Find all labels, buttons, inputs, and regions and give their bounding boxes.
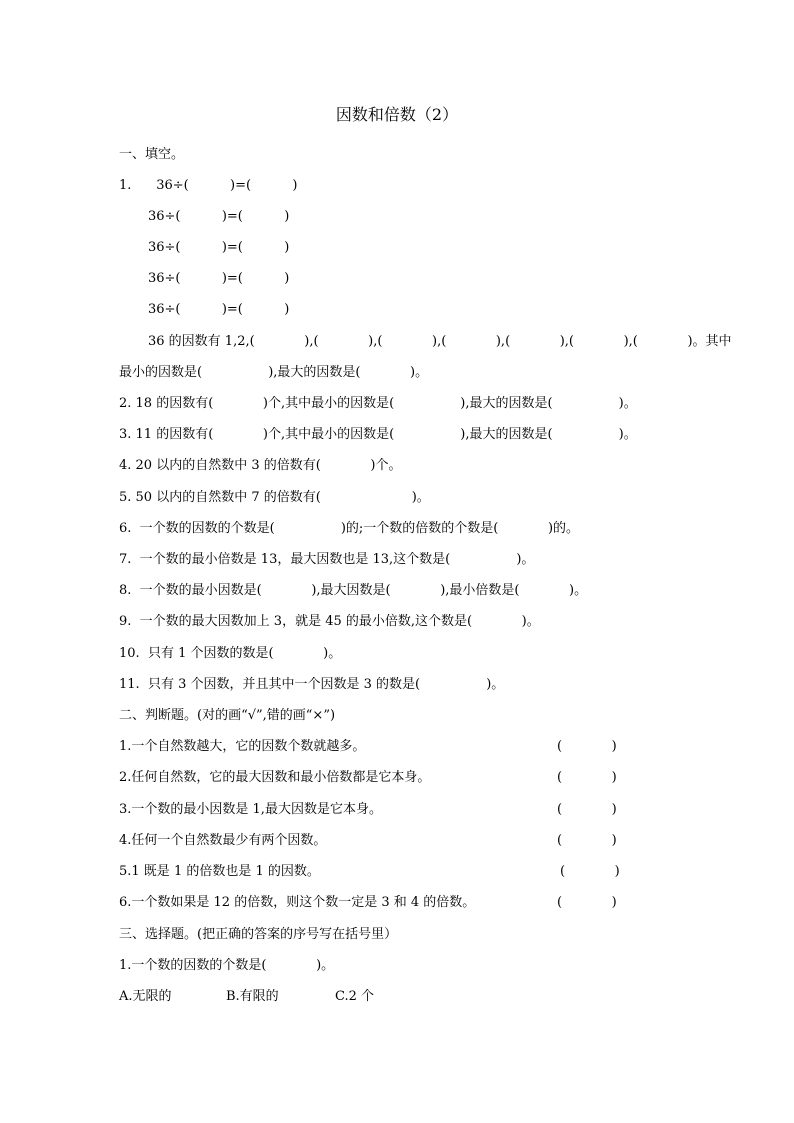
section2-heading: 二、判断题。(对的画“√”,错的画“×”)	[119, 708, 336, 723]
judge-bracket-2: ( )	[557, 770, 617, 785]
judge-bracket-6: ( )	[557, 895, 617, 910]
q6: 6. 一个数的因数的个数是( )的;一个数的倍数的个数是( )的。	[119, 521, 580, 536]
q3: 3. 11 的因数有( )个,其中最小的因数是( ),最大的因数是( )。	[119, 427, 637, 442]
judge-bracket-1: ( )	[557, 739, 617, 754]
q2: 2. 18 的因数有( )个,其中最小的因数是( ),最大的因数是( )。	[119, 396, 637, 411]
judge-item-6: 6.一个数如果是 12 的倍数，则这个数一定是 3 和 4 的倍数。	[119, 895, 476, 910]
q1-line3: 36÷( )=( )	[148, 240, 290, 255]
judge-item-3: 3.一个数的最小因数是 1,最大因数是它本身。	[119, 802, 382, 817]
option-b: B.有限的	[226, 989, 279, 1004]
judge-item-5: 5.1 既是 1 的倍数也是 1 的因数。	[119, 864, 320, 879]
q1-line4: 36÷( )=( )	[148, 271, 290, 286]
section3-heading: 三、选择题。(把正确的答案的序号写在括号里）	[119, 927, 398, 942]
judge-bracket-5: ( )	[560, 864, 620, 879]
q8: 8. 一个数的最小因数是( ),最大因数是( ),最小倍数是( )。	[119, 583, 588, 598]
judge-item-1: 1.一个自然数越大，它的因数个数就越多。	[119, 739, 366, 754]
q1-line1: 1. 36÷( )=( )	[119, 178, 298, 193]
q10: 10. 只有 1 个因数的数是( )。	[119, 646, 342, 661]
judge-item-4: 4.任何一个自然数最少有两个因数。	[119, 833, 327, 848]
q4: 4. 20 以内的自然数中 3 的倍数有( )个。	[119, 458, 402, 473]
choice-q1: 1.一个数的因数的个数是( )。	[119, 958, 335, 973]
q9: 9. 一个数的最大因数加上 3，就是 45 的最小倍数,这个数是( )。	[119, 614, 540, 629]
q1-line5: 36÷( )=( )	[148, 302, 290, 317]
q1-line2: 36÷( )=( )	[148, 209, 290, 224]
option-a: A.无限的	[119, 989, 172, 1004]
q1-line7: 最小的因数是( ),最大的因数是( )。	[119, 365, 429, 380]
judge-bracket-3: ( )	[557, 802, 617, 817]
q11: 11. 只有 3 个因数，并且其中一个因数是 3 的数是( )。	[119, 677, 505, 692]
q5: 5. 50 以内的自然数中 7 的倍数有( )。	[119, 490, 430, 505]
section1-heading: 一、填空。	[119, 147, 185, 162]
judge-item-2: 2.任何自然数，它的最大因数和最小倍数都是它本身。	[119, 770, 431, 785]
q1-line6: 36 的因数有 1,2,( ),( ),( ),( ),( ),( ),( )。其中	[148, 334, 732, 349]
option-c: C.2 个	[335, 989, 375, 1004]
page-title: 因数和倍数（2）	[335, 105, 459, 124]
judge-bracket-4: ( )	[557, 833, 617, 848]
q7: 7. 一个数的最小倍数是 13，最大因数也是 13,这个数是( )。	[119, 552, 535, 567]
